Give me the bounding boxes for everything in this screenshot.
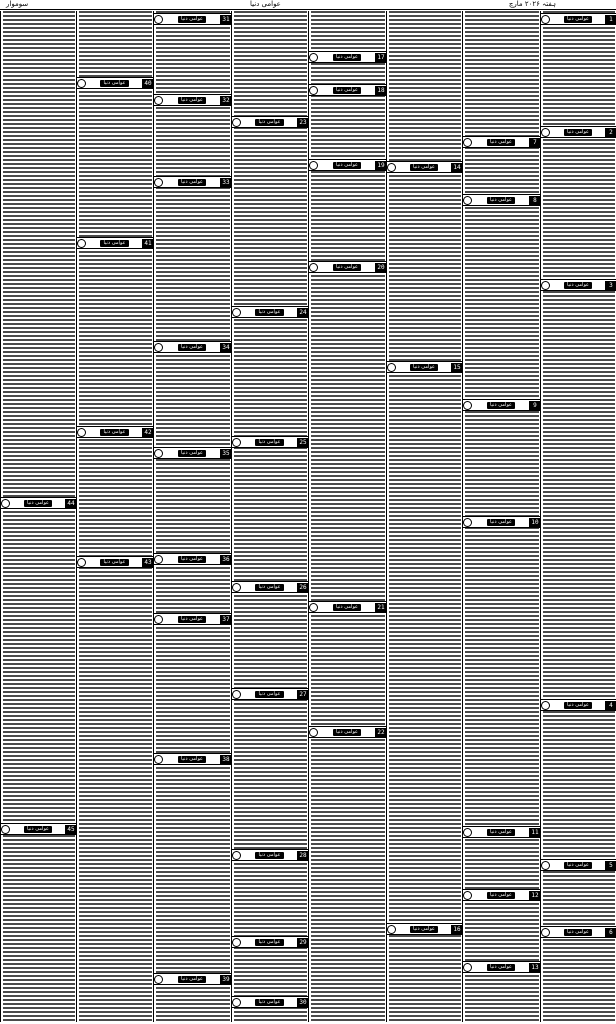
- emblem-icon: [1, 499, 10, 508]
- section-header: [154, 447, 232, 459]
- section-label: عوامی دنیا: [178, 179, 206, 186]
- section-label: عوامی دنیا: [178, 344, 206, 351]
- section-header: [309, 159, 387, 171]
- emblem-icon: [387, 925, 396, 934]
- emblem-icon: [232, 583, 241, 592]
- section-header: [154, 13, 232, 25]
- emblem-icon: [463, 828, 472, 837]
- emblem-icon: [463, 518, 472, 527]
- section-header: [77, 426, 154, 438]
- section-label: عوامی دنیا: [255, 939, 283, 946]
- section-label: عوامی دنیا: [255, 439, 283, 446]
- section-header: [541, 13, 616, 25]
- emblem-icon: [309, 603, 318, 612]
- emblem-icon: [232, 118, 241, 127]
- classified-text: [79, 11, 152, 1022]
- emblem-icon: [154, 555, 163, 564]
- emblem-icon: [309, 263, 318, 272]
- section-number: 9: [529, 401, 541, 410]
- section-label: عوامی دنیا: [255, 309, 283, 316]
- column-1: [540, 11, 616, 1022]
- section-label: عوامی دنیا: [100, 240, 128, 247]
- section-number: 5: [605, 861, 616, 870]
- section-label: عوامی دنیا: [487, 892, 515, 899]
- emblem-icon: [309, 86, 318, 95]
- section-header: [232, 996, 309, 1008]
- header-date: ہفتہ ۲۰۲۶ مارچ: [508, 0, 556, 8]
- emblem-icon: [154, 449, 163, 458]
- section-number: 12: [529, 891, 541, 900]
- section-label: عوامی دنیا: [487, 139, 515, 146]
- section-number: 24: [297, 308, 309, 317]
- section-header: [463, 826, 541, 838]
- section-label: عوامی دنیا: [487, 829, 515, 836]
- section-number: 11: [529, 828, 541, 837]
- header-title: عوامی دنیا: [250, 0, 281, 8]
- section-header: [154, 176, 232, 188]
- emblem-icon: [154, 178, 163, 187]
- emblem-icon: [77, 558, 86, 567]
- section-number: 20: [375, 263, 387, 272]
- section-header: [154, 553, 232, 565]
- section-label: عوامی دنیا: [255, 999, 283, 1006]
- section-label: عوامی دنیا: [100, 559, 128, 566]
- section-label: عوامی دنیا: [410, 364, 438, 371]
- emblem-icon: [541, 281, 550, 290]
- section-header: [387, 361, 463, 373]
- emblem-icon: [154, 975, 163, 984]
- section-label: عوامی دنیا: [333, 54, 361, 61]
- section-header: [77, 77, 154, 89]
- column-8: [0, 11, 77, 1022]
- section-number: 3: [605, 281, 616, 290]
- section-number: 14: [451, 163, 463, 172]
- section-label: عوامی دنیا: [564, 129, 592, 136]
- emblem-icon: [232, 851, 241, 860]
- section-label: عوامی دنیا: [100, 429, 128, 436]
- section-label: عوامی دنیا: [564, 862, 592, 869]
- emblem-icon: [154, 343, 163, 352]
- section-header: [463, 399, 541, 411]
- classified-text: [3, 11, 75, 1022]
- section-header: [463, 194, 541, 206]
- emblem-icon: [387, 363, 396, 372]
- section-label: عوامی دنیا: [100, 80, 128, 87]
- section-number: 15: [451, 363, 463, 372]
- section-number: 43: [142, 558, 154, 567]
- section-number: 13: [529, 963, 541, 972]
- section-number: 16: [451, 925, 463, 934]
- section-header: [463, 961, 541, 973]
- section-number: 29: [297, 938, 309, 947]
- column-5: [231, 11, 309, 1022]
- column-3: [386, 11, 463, 1022]
- section-header: [463, 136, 541, 148]
- section-header: [232, 849, 309, 861]
- emblem-icon: [154, 96, 163, 105]
- emblem-icon: [232, 308, 241, 317]
- section-number: 22: [375, 728, 387, 737]
- section-number: 41: [142, 239, 154, 248]
- column-4: [308, 11, 387, 1022]
- section-number: 27: [297, 690, 309, 699]
- emblem-icon: [463, 963, 472, 972]
- section-number: 33: [220, 178, 232, 187]
- section-label: عوامی دنیا: [255, 584, 283, 591]
- section-label: عوامی دنیا: [333, 264, 361, 271]
- section-header: [232, 306, 309, 318]
- section-label: عوامی دنیا: [410, 164, 438, 171]
- emblem-icon: [1, 825, 10, 834]
- section-header: [1, 823, 77, 835]
- section-number: 17: [375, 53, 387, 62]
- section-number: 18: [375, 86, 387, 95]
- section-label: عوامی دنیا: [564, 16, 592, 23]
- section-number: 34: [220, 343, 232, 352]
- section-number: 25: [297, 438, 309, 447]
- emblem-icon: [463, 196, 472, 205]
- emblem-icon: [232, 938, 241, 947]
- section-label: عوامی دنیا: [333, 604, 361, 611]
- section-header: [154, 613, 232, 625]
- section-number: 42: [142, 428, 154, 437]
- emblem-icon: [387, 163, 396, 172]
- section-number: 45: [65, 825, 77, 834]
- section-number: 38: [220, 755, 232, 764]
- section-header: [232, 688, 309, 700]
- section-number: 31: [220, 15, 232, 24]
- section-label: عوامی دنیا: [333, 729, 361, 736]
- section-header: [541, 126, 616, 138]
- section-label: عوامی دنیا: [487, 402, 515, 409]
- section-label: عوامی دنیا: [178, 616, 206, 623]
- section-label: عوامی دنیا: [410, 926, 438, 933]
- emblem-icon: [77, 428, 86, 437]
- header-left: سوموار: [6, 0, 29, 8]
- section-header: [463, 516, 541, 528]
- section-number: 44: [65, 499, 77, 508]
- section-number: 21: [375, 603, 387, 612]
- section-label: عوامی دنیا: [487, 964, 515, 971]
- section-label: عوامی دنیا: [255, 691, 283, 698]
- section-number: 4: [605, 701, 616, 710]
- column-7: [76, 11, 154, 1022]
- section-number: 7: [529, 138, 541, 147]
- section-header: [154, 973, 232, 985]
- page-header: [0, 0, 616, 10]
- emblem-icon: [463, 401, 472, 410]
- section-label: عوامی دنیا: [255, 119, 283, 126]
- section-header: [463, 889, 541, 901]
- section-header: [541, 699, 616, 711]
- section-number: 6: [605, 928, 616, 937]
- section-label: عوامی دنیا: [178, 16, 206, 23]
- emblem-icon: [541, 701, 550, 710]
- section-header: [232, 116, 309, 128]
- section-header: [154, 753, 232, 765]
- emblem-icon: [77, 79, 86, 88]
- section-header: [309, 261, 387, 273]
- emblem-icon: [541, 861, 550, 870]
- section-number: 39: [220, 975, 232, 984]
- emblem-icon: [309, 161, 318, 170]
- section-header: [541, 859, 616, 871]
- section-number: 26: [297, 583, 309, 592]
- emblem-icon: [309, 728, 318, 737]
- section-label: عوامی دنیا: [333, 87, 361, 94]
- section-label: عوامی دنیا: [564, 282, 592, 289]
- section-number: 8: [529, 196, 541, 205]
- section-label: عوامی دنیا: [178, 976, 206, 983]
- section-label: عوامی دنیا: [178, 756, 206, 763]
- emblem-icon: [309, 53, 318, 62]
- section-label: عوامی دنیا: [24, 826, 52, 833]
- section-label: عوامی دنیا: [487, 519, 515, 526]
- section-header: [232, 936, 309, 948]
- section-label: عوامی دنیا: [333, 162, 361, 169]
- section-header: [309, 51, 387, 63]
- emblem-icon: [463, 138, 472, 147]
- section-header: [232, 581, 309, 593]
- section-number: 23: [297, 118, 309, 127]
- emblem-icon: [541, 15, 550, 24]
- section-number: 32: [220, 96, 232, 105]
- section-number: 40: [142, 79, 154, 88]
- section-number: 1: [605, 15, 616, 24]
- section-header: [232, 436, 309, 448]
- emblem-icon: [154, 755, 163, 764]
- section-header: [541, 279, 616, 291]
- emblem-icon: [232, 690, 241, 699]
- emblem-icon: [154, 15, 163, 24]
- section-label: عوامی دنیا: [178, 556, 206, 563]
- section-number: 10: [529, 518, 541, 527]
- emblem-icon: [77, 239, 86, 248]
- emblem-icon: [541, 928, 550, 937]
- section-number: 30: [297, 998, 309, 1007]
- section-header: [309, 84, 387, 96]
- classified-text: [234, 11, 307, 1022]
- section-label: عوامی دنیا: [564, 929, 592, 936]
- emblem-icon: [463, 891, 472, 900]
- classified-text: [156, 11, 230, 1022]
- section-label: عوامی دنیا: [255, 852, 283, 859]
- section-header: [309, 726, 387, 738]
- emblem-icon: [232, 438, 241, 447]
- section-header: [541, 926, 616, 938]
- section-header: [1, 497, 77, 509]
- section-label: عوامی دنیا: [24, 500, 52, 507]
- section-number: 19: [375, 161, 387, 170]
- section-label: عوامی دنیا: [178, 97, 206, 104]
- section-number: 2: [605, 128, 616, 137]
- section-number: 35: [220, 449, 232, 458]
- emblem-icon: [232, 998, 241, 1007]
- section-header: [154, 341, 232, 353]
- section-label: عوامی دنیا: [564, 702, 592, 709]
- section-header: [387, 161, 463, 173]
- section-header: [387, 923, 463, 935]
- section-number: 28: [297, 851, 309, 860]
- emblem-icon: [541, 128, 550, 137]
- emblem-icon: [154, 615, 163, 624]
- section-label: عوامی دنیا: [487, 197, 515, 204]
- column-2: [462, 11, 541, 1022]
- section-header: [154, 94, 232, 106]
- section-label: عوامی دنیا: [178, 450, 206, 457]
- section-number: 37: [220, 615, 232, 624]
- section-header: [309, 601, 387, 613]
- section-number: 36: [220, 555, 232, 564]
- section-header: [77, 237, 154, 249]
- column-6: [153, 11, 232, 1022]
- section-header: [77, 556, 154, 568]
